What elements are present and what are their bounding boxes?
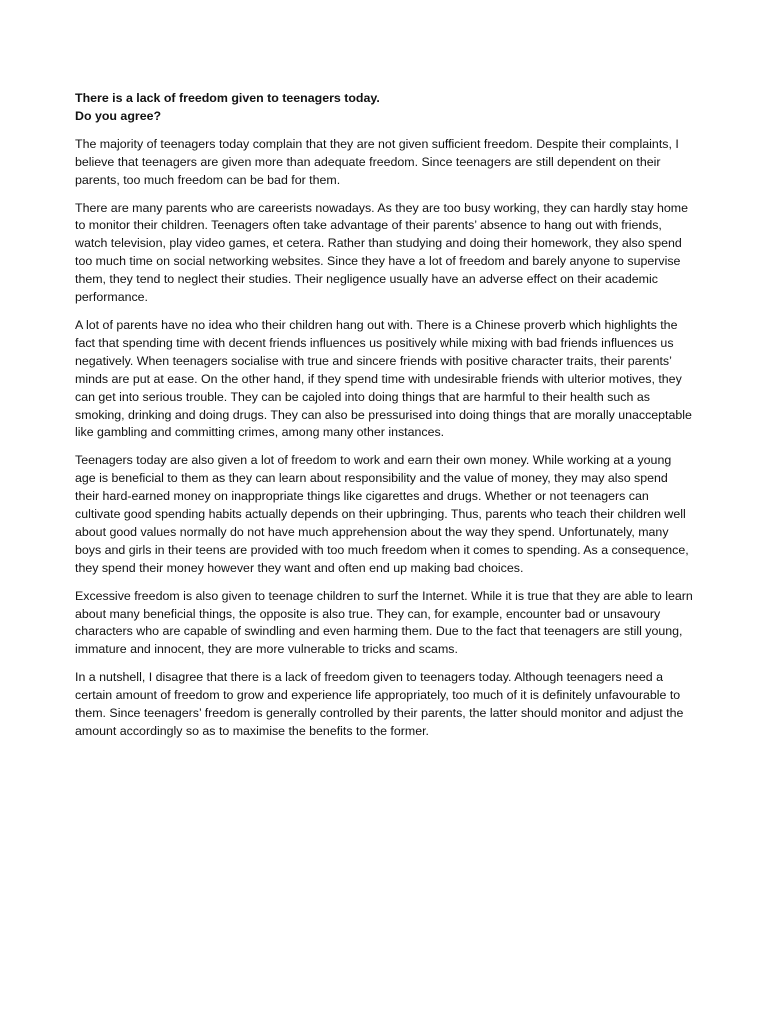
essay-title: There is a lack of freedom given to teenagers today.	[75, 91, 380, 105]
essay-heading	[75, 90, 693, 126]
paragraph-introduction: The majority of teenagers today complain that they are not given sufficient freedom. Despite their complaints, I believe that teenagers are given more than adequate freedom. Since teenagers are still dependent on their parents, too much freedom can be bad for them.	[75, 136, 679, 187]
paragraph-money: Teenagers today are also given a lot of freedom to work and earn their own money. While working at a young age is beneficial to them as they can learn about responsibility and the value of money, they may also spend their hard-earned money on inappropriate things like cigarettes and drugs. Whether or not teenagers can cultivate good spending habits actually depends on their upbringing. Thus, parents who teach their children well about good values normally do not have much apprehension about the way they spend. Unfortunately, many boys and girls in their teens are provided with too much freedom when it comes to spending. As a consequence, they spend their money however they want and often end up making bad choices.	[75, 453, 689, 575]
paragraph-internet: Excessive freedom is also given to teenage children to surf the Internet. While it is true that they are able to learn about many beneficial things, the opposite is also true. They can, for example, encounter bad or unsavoury characters who are capable of swindling and even harming them. Due to the fact that teenagers are still young, immature and innocent, they are more vulnerable to tricks and scams.	[75, 588, 693, 657]
paragraph-conclusion: In a nutshell, I disagree that there is a lack of freedom given to teenagers today. Although teenagers need a certain amount of freedom to grow and experience life appropriately, too much of it is definitely unfavourable to them. Since teenagers’ freedom is generally controlled by their parents, the latter should monitor and adjust the amount accordingly so as to maximise the benefits to the former.	[75, 670, 684, 738]
paragraph-careerist-parents: There are many parents who are careerists nowadays. As they are too busy working, they can hardly stay home to monitor their children. Teenagers often take advantage of their parents’ absence to hang out with friends, watch television, play video games, et cetera. Rather than studying and doing their homework, they also spend too much time on social networking websites. Since they have a lot of freedom and barely anyone to supervise them, they tend to neglect their studies. Their negligence usually have an adverse effect on their academic performance.	[75, 200, 688, 305]
document-page	[75, 90, 693, 751]
paragraph-friends: A lot of parents have no idea who their children hang out with. There is a Chinese proverb which highlights the fact that spending time with decent friends influences us positively while mixing with bad friends influences us negatively. When teenagers socialise with true and sincere friends with positive character traits, their parents’ minds are put at ease. On the other hand, if they spend time with undesirable friends with ulterior motives, they can get into serious trouble. They can be cajoled into doing things that are harmful to their health such as smoking, drinking and doing drugs. They can also be pressurised into doing things that are morally unacceptable like gambling and committing crimes, among many other instances.	[75, 317, 692, 440]
essay-question: Do you agree?	[75, 108, 162, 123]
